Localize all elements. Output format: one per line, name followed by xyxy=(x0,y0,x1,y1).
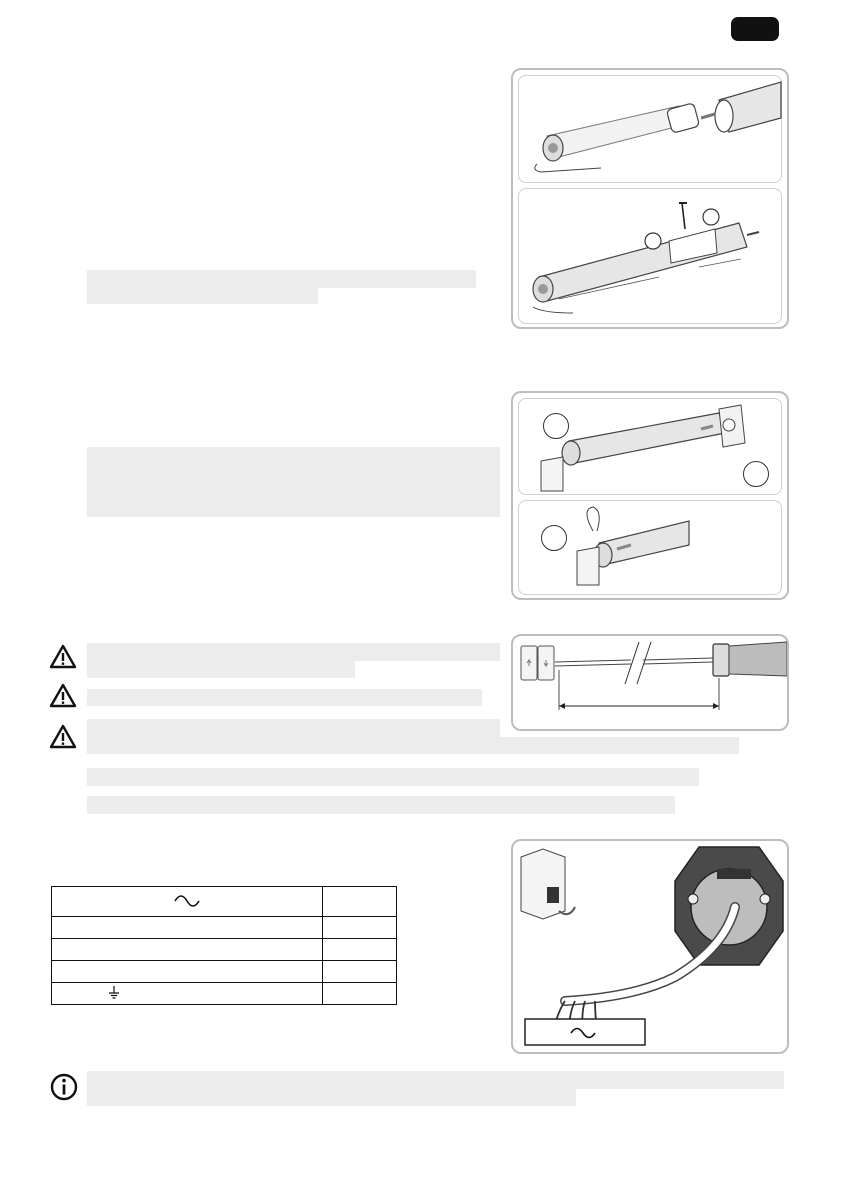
text-line-3 xyxy=(87,768,699,786)
text-block-1-line-1 xyxy=(87,270,476,288)
callout-a xyxy=(543,413,569,439)
warning-3-line-2 xyxy=(87,737,739,754)
table-cell xyxy=(52,983,323,1005)
earth-ground-icon xyxy=(108,985,120,999)
info-note-line-1 xyxy=(87,1071,784,1089)
motor-insert-illustration xyxy=(519,76,783,184)
text-line-4 xyxy=(87,796,675,814)
table-cell xyxy=(52,917,323,939)
figure-cable-length xyxy=(511,634,789,731)
callout-c xyxy=(541,525,567,551)
table-cell xyxy=(323,917,397,939)
table-cell xyxy=(323,983,397,1005)
figure-tube-assembly-step-1 xyxy=(518,75,782,183)
switch-to-motor-cable-illustration xyxy=(513,636,787,729)
table-cell xyxy=(52,939,323,961)
info-circle-icon xyxy=(50,1073,78,1101)
wiring-spec-table xyxy=(51,886,397,1005)
table-cell xyxy=(52,961,323,983)
warning-triangle-icon xyxy=(49,683,77,709)
warning-2 xyxy=(87,689,482,706)
table-row xyxy=(52,887,397,917)
info-note-line-2 xyxy=(87,1089,576,1106)
figure-tube-assembly xyxy=(511,68,789,329)
figure-mounting-step-1 xyxy=(518,398,782,495)
table-row xyxy=(52,939,397,961)
table-row xyxy=(52,983,397,1005)
table-row xyxy=(52,917,397,939)
figure-mounting xyxy=(511,391,789,600)
figure-tube-assembly-step-2 xyxy=(518,188,782,324)
figure-wiring xyxy=(511,839,789,1054)
warning-1-line-2 xyxy=(87,661,355,678)
warning-triangle-icon xyxy=(49,644,77,670)
table-row xyxy=(52,961,397,983)
table-cell xyxy=(323,939,397,961)
warning-triangle-icon xyxy=(49,724,77,750)
table-cell xyxy=(323,961,397,983)
tube-screw-fixing-illustration xyxy=(519,189,783,325)
text-block-2 xyxy=(87,447,500,517)
callout-b xyxy=(743,461,769,487)
table-header-cell xyxy=(323,887,397,917)
warning-1-line-1 xyxy=(87,643,500,661)
breaker-and-motor-head-wiring-illustration xyxy=(513,841,787,1052)
figure-mounting-step-2 xyxy=(518,500,782,595)
warning-3-line-1 xyxy=(87,719,500,737)
text-block-1-line-2 xyxy=(87,288,318,304)
ac-sine-icon xyxy=(173,893,201,907)
table-header-cell xyxy=(52,887,323,917)
language-badge xyxy=(731,17,779,41)
